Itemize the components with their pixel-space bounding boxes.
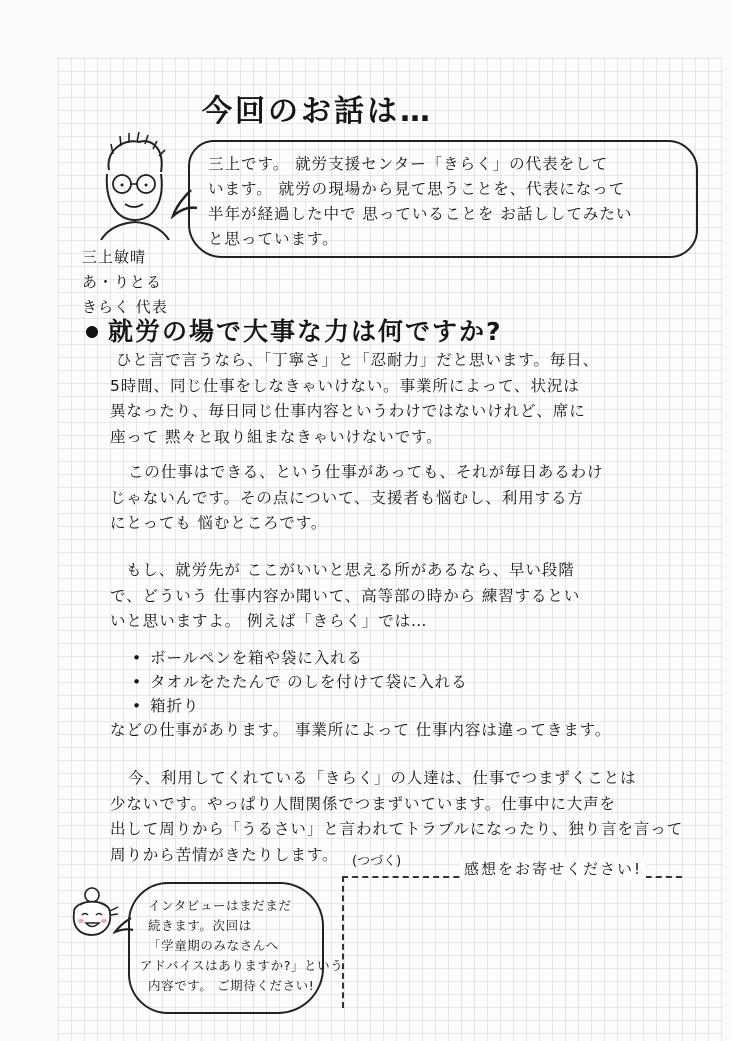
feedback-box [342, 876, 682, 1008]
interviewer-portrait-icon [66, 885, 120, 937]
paragraph-line: 今、利用してくれている「きらく」の人達は、仕事でつまずくことは [128, 769, 637, 787]
intro-line: います。 就労の現場から見て思うことを、代表になって [208, 180, 626, 198]
paragraph-line: 5時間、同じ仕事をしなきゃいけない。事業所によって、状況は [110, 376, 580, 395]
paragraph-2 [110, 460, 710, 537]
paragraph-line: ひと言で言うなら、「丁寧さ」と「忍耐力」だと思います。毎日、 [116, 351, 600, 369]
intro-line: と思っています。 [208, 230, 339, 248]
author-role: きらく 代表 [82, 298, 168, 316]
paragraph-line: にとっても 悩むところです。 [110, 514, 328, 532]
bullet-icon [86, 326, 98, 338]
list-item: • 箱折り [132, 694, 467, 718]
page-title: 今回のお話は… [202, 94, 433, 129]
to-be-continued: (つづく) [352, 854, 402, 869]
bubble-line: 続きます。次回は [148, 918, 252, 933]
task-list [132, 646, 467, 718]
intro-speech-bubble [188, 140, 698, 258]
bubble-line: 内容です。 ご期待ください! [148, 978, 315, 993]
bubble-line: アドバイスはありますか?」という [140, 958, 344, 973]
author-info [82, 245, 168, 320]
question-heading: 就労の場で大事な力は何ですか? [108, 317, 503, 346]
intro-line: 三上です。 就労支援センター「きらく」の代表をして [208, 155, 609, 173]
bubble-line: インタビューはまだまだ [148, 898, 292, 913]
author-org: あ・りとる [82, 273, 163, 291]
paragraph-4 [110, 766, 710, 868]
paragraph-line: いと思いますよ。 例えば「きらく」では… [110, 612, 428, 630]
paragraph-line: で、どういう 仕事内容か聞いて、高等部の時から 練習するとい [110, 586, 581, 605]
feedback-prompt: 感想をお寄せください! [460, 858, 646, 879]
author-portrait-icon [95, 132, 173, 240]
paragraph-line: 少ないです。やっぱり人間関係でつまずいています。仕事中に大声を [110, 794, 616, 813]
paragraph-line: 座って 黙々と取り組まなきゃいけないです。 [110, 427, 443, 446]
list-item: • タオルをたたんで のしを付けて袋に入れる [132, 670, 467, 694]
next-issue-bubble [128, 882, 344, 1014]
list-item: • ボールペンを箱や袋に入れる [132, 646, 467, 670]
paragraph-1 [110, 348, 710, 450]
paragraph-3 [110, 558, 710, 635]
bubble-line: 「学童期のみなさんへ [148, 938, 279, 953]
paragraph-line: 異なったり、毎日同じ仕事内容というわけではないけれど、席に [110, 402, 586, 420]
paragraph-line: もし、就労先が ここがいいと思える所があるなら、早い段階 [126, 561, 575, 579]
paragraph-line: 周りから苦情がきたりします。 [110, 845, 339, 864]
intro-line: 半年が経過した中で 思っていることを お話ししてみたい [208, 205, 633, 223]
paragraph-line: じゃないんです。その点について、支援者も悩むし、利用する方 [110, 488, 584, 507]
closing-sentence: などの仕事があります。 事業所によって 仕事内容は違ってきます。 [110, 721, 612, 739]
author-name: 三上敏晴 [82, 248, 147, 266]
paragraph-line: 出して周りから「うるさい」と言われてトラブルになったり、独り言を言って [110, 820, 684, 838]
paragraph-line: この仕事はできる、という仕事があっても、それが毎日あるわけ [128, 463, 604, 481]
